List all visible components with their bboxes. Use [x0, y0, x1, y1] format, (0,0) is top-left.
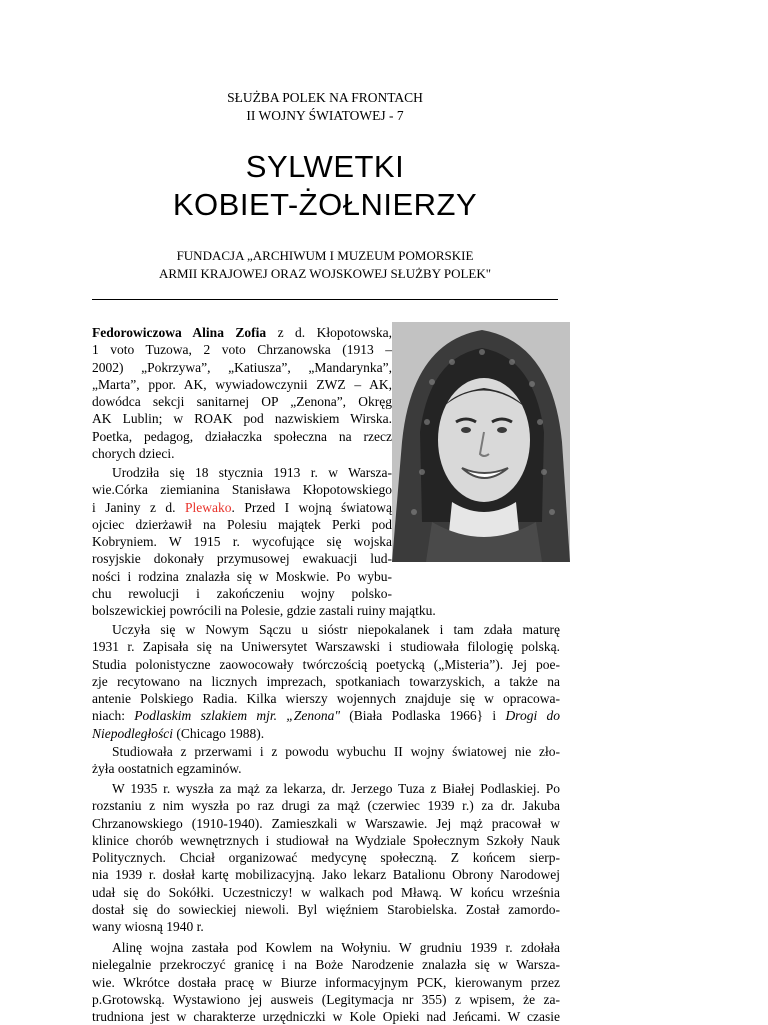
- bio-intro: [92, 324, 560, 462]
- p1-line-2: wie.Córka ziemianina Stanisława Kłopotowskiego: [92, 482, 392, 498]
- p4-line-7: udał się do Sokółki. Uczestniczy! w walkach pod Mławą. W końcu września: [92, 884, 560, 900]
- bio-line-2: 1 voto Tuzowa, 2 voto Chrzanowska (1913 –: [92, 342, 392, 358]
- bio-line-3: 2002) „Pokrzywa”, „Katiusza”, „Mandarynka”,: [92, 359, 392, 375]
- paragraph-war: [92, 939, 560, 1025]
- p2-line-7: Niepodległości (Chicago 1988).: [92, 725, 265, 741]
- p1-line-1: Urodziła się 18 stycznia 1913 r. w Warsza-: [112, 465, 392, 480]
- p5-line-3: wie. Wkrótce dostała pracę w Biurze informacyjnym PCK, kierowanym przez: [92, 974, 560, 990]
- title-line-1: SYLWETKI: [245, 149, 405, 184]
- p5-line-1: Alinę wojna zastała pod Kowlem na Wołyniu. W grudniu 1939 r. zdołała: [112, 940, 560, 955]
- p4-line-2: rozstaniu z nim wyszła po raz drugi za mąż (czerwiec 1939 r.) za dr. Jakuba: [92, 798, 560, 814]
- p1-line-7: ności i rodzina znalazła się w Moskwie. Po wybu-: [92, 568, 392, 584]
- p5-line-5: trudniona jest w charakterze urzędniczki w Kole Opieki nad Jeńcami. W czasie: [92, 1009, 560, 1025]
- p4-line-3: Chrzanowskiego (1910-1940). Zamieszkali w Warszawie. Jej mąż pracował w: [92, 815, 560, 831]
- page-title: [0, 148, 650, 224]
- bio-line-4: „Marta”, ppor. AK, wywiadowczynii ZWZ – AK,: [92, 376, 392, 392]
- p1-line-5: Kobryniem. W 1915 r. wycofujące się wojska: [92, 534, 392, 550]
- org-line-2: ARMII KRAJOWEJ ORAZ WOJSKOWEJ SŁUŻBY POLEK": [158, 266, 492, 281]
- p1-line-9: bolszewickiej powrócili na Polesie, gdzie zastali ruiny majątku.: [92, 603, 436, 619]
- series-line-2: II WOJNY ŚWIATOWEJ - 7: [246, 108, 404, 123]
- p1-line-3: i Janiny z d. Plewako. Przed I wojną światową: [92, 499, 392, 515]
- paragraph-education: [92, 621, 560, 742]
- bio-line-6: AK Lublin; w ROAK pod nazwiskiem Wirska.: [92, 411, 392, 427]
- organization-heading: [0, 247, 650, 283]
- highlighted-surname: Plewako: [185, 499, 232, 515]
- org-line-1: FUNDACJA „ARCHIWUM I MUZEUM POMORSKIE: [176, 248, 474, 263]
- p4-line-6: nia 1939 r. dosłał kartę mobilizacyjną. Jako lekarz Batalionu Obrony Narodowej: [92, 867, 560, 883]
- bio-line-7: Poetka, pedagog, działaczka społeczna na rzecz: [92, 428, 392, 444]
- p5-line-4: p.Grotowską. Wystawiono jej ausweis (Legitymacja nr 355) z wpisem, że za-: [92, 991, 560, 1007]
- p2-line-3: Studia polonistyczne zaowocowały twórczością poetycką („Misteria”). Jej poe-: [92, 656, 560, 672]
- bio-line-8: chorych dzieci.: [92, 446, 175, 462]
- p4-line-8: dostał się do sowieckiej niewoli. Byl więźniem Starobielska. Został zamordo-: [92, 902, 560, 918]
- paragraph-studies: [92, 743, 560, 778]
- bio-line-1: Fedorowiczowa Alina Zofia z d. Kłopotowska,: [92, 325, 392, 340]
- p4-line-9: wany wiosną 1940 r.: [92, 919, 204, 935]
- paragraph-birth: [92, 464, 560, 620]
- p3-line-2: żyła oostatnich egzaminów.: [92, 761, 242, 777]
- p2-line-2: 1931 r. Zapisała się na Uniwersytet Warszawski i studiowała filologię polską.: [92, 639, 560, 655]
- paragraph-marriage: [92, 780, 560, 936]
- p3-line-1: Studiowała z przerwami i z powodu wybuchu II wojny światowej nie zło-: [112, 744, 560, 759]
- p1-line-4: ojciec dzierżawił na Polesiu majątek Perki pod: [92, 516, 392, 532]
- bio-line-5: dowódca sekcji sanitarnej OP „Zenona”, Okręg: [92, 394, 392, 410]
- p4-line-5: Politycznych. Chciał organizować medycynę społeczną. Z końcem sierp-: [92, 850, 560, 866]
- p4-line-4: klinice chorób wewnętrznych i studiował na Wydziale Społecznym Szkoły Nauk: [92, 832, 560, 848]
- p4-line-1: W 1935 r. wyszła za mąż za lekarza, dr. Jerzego Tuza z Białej Podlaskiej. Po: [112, 781, 560, 796]
- person-name: Fedorowiczowa Alina Zofia: [92, 325, 267, 340]
- header-divider: [92, 299, 558, 300]
- p2-line-4: zje recytowano na licznych imprezach, spotkaniach towarzyskich, a także na: [92, 673, 560, 689]
- p2-line-5: antenie Polskiego Radia. Kilka wierszy wojennych znajduje się w opracowa-: [92, 691, 560, 707]
- series-line-1: SŁUŻBA POLEK NA FRONTACH: [227, 90, 423, 105]
- p2-line-1: Uczyła się w Nowym Sączu u sióstr niepokalanek i tam zdała maturę: [112, 622, 560, 637]
- p5-line-2: nielegalnie przekroczyć granicę i na Boże Narodzenie znalazła się w Warsza-: [92, 957, 560, 973]
- p2-line-6: niach: Podlaskim szlakiem mjr. „Zenona" (Biała Podlaska 1966} i Drogi do: [92, 708, 560, 724]
- series-heading: [0, 89, 650, 125]
- title-line-2: KOBIET-ŻOŁNIERZY: [172, 187, 478, 222]
- p1-line-6: rosyjskie dokonały przymusowej ewakuacji lud-: [92, 551, 392, 567]
- p1-line-8: chu rewolucji i zakończeniu wojny polsko-: [92, 586, 392, 602]
